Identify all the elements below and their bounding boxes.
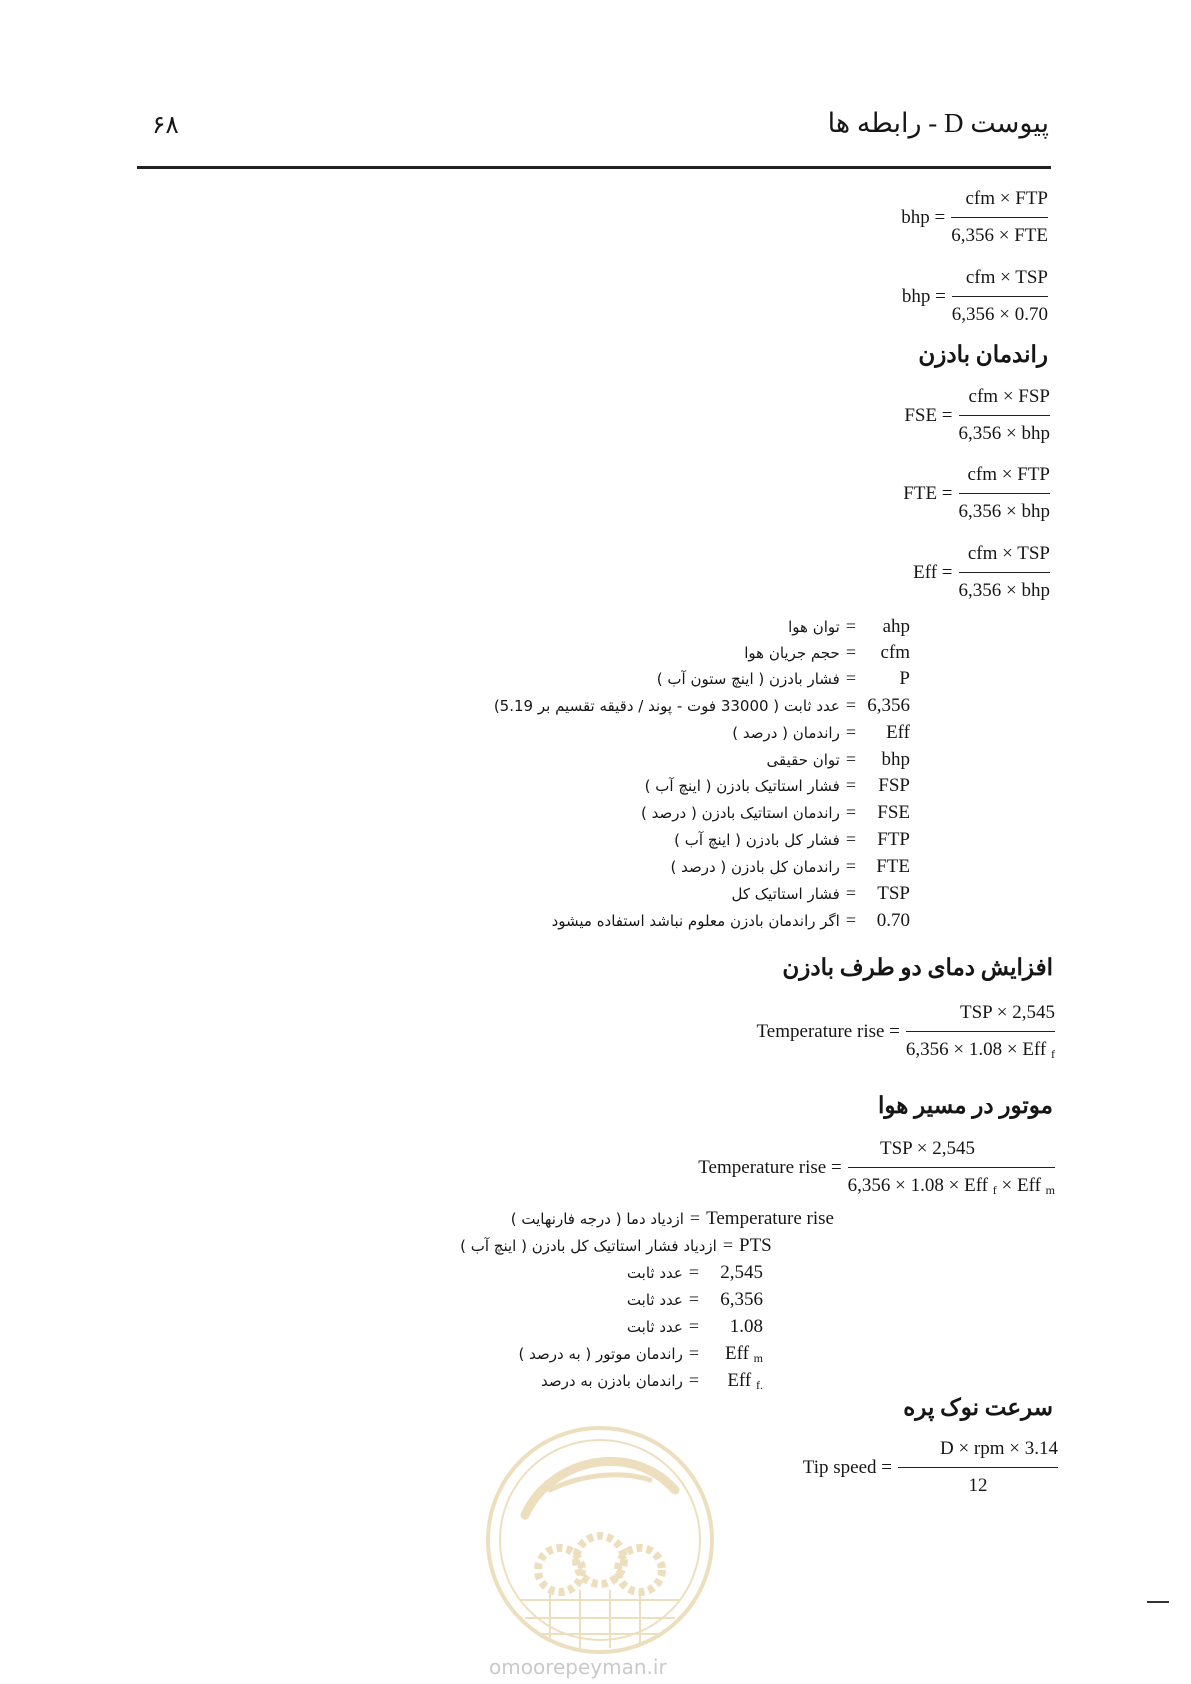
definition-row: فشار استاتیک بادزن ( اینچ آب ) = FSP	[644, 775, 910, 796]
definition-symbol: FTP	[877, 829, 910, 850]
bhp-formula-2	[902, 265, 1048, 328]
fraction-bar	[959, 493, 1050, 494]
definition-text: فشار استاتیک بادزن ( اینچ آب )	[644, 777, 840, 795]
definition-symbol: bhp	[881, 749, 910, 770]
formula-lhs: Temperature rise =	[756, 1021, 900, 1042]
definition-text: فشار استاتیک کل	[731, 885, 840, 903]
fraction-bar	[951, 217, 1048, 218]
formula-numerator: cfm × FTP	[965, 188, 1048, 209]
definition-symbol: 6,356	[720, 1289, 763, 1310]
header-rule	[137, 166, 1051, 169]
definition-text: عدد ثابت	[626, 1291, 683, 1309]
formula-lhs: Tip speed =	[802, 1456, 892, 1478]
definition-row: فشار کل بادزن ( اینچ آب ) = FTP	[674, 829, 910, 850]
definition-text: اگر راندمان بادزن معلوم نباشد استفاده میشود	[551, 912, 840, 930]
definition-symbol: PTS	[739, 1235, 772, 1256]
definition-symbol: 6,356	[867, 695, 910, 716]
fraction-bar	[952, 296, 1048, 297]
temp-rise-formula	[757, 1000, 1055, 1064]
definition-row: ازدیاد فشار استاتیک کل بادزن ( اینچ آب ) = PTS	[0, 1235, 834, 1257]
formula-denominator: 12	[968, 1475, 988, 1496]
formula-denominator: 6,356 × bhp	[958, 423, 1050, 444]
formula-lhs: Eff =	[913, 561, 953, 583]
fraction-bar	[898, 1467, 1058, 1468]
definition-symbol: 2,545	[720, 1262, 763, 1283]
watermark-seal	[480, 1420, 720, 1660]
definition-text: ازدیاد فشار استاتیک کل بادزن ( اینچ آب )	[460, 1237, 717, 1255]
formula-denominator: 6,356 × 1.08 × Eff $_f$ × Eff $_m$	[847, 1175, 1055, 1197]
motor-temp-rise-formula	[698, 1136, 1055, 1200]
definition-symbol: Eff	[886, 722, 910, 743]
definition-symbol: FTE	[876, 856, 910, 877]
fraction-bar	[959, 415, 1050, 416]
definition-row: حجم جریان هوا = cfm	[744, 642, 910, 663]
definition-row: عدد ثابت = 2,545	[626, 1262, 763, 1283]
tip-speed-heading: سرعت نوک پره	[903, 1395, 1053, 1420]
formula-numerator: cfm × TSP	[965, 267, 1048, 288]
temp-rise-heading: افزایش دمای دو طرف بادزن	[782, 955, 1053, 980]
definition-symbol: FSE	[877, 802, 910, 823]
fte-formula	[903, 462, 1050, 525]
formula-numerator: TSP × 2,545	[880, 1138, 975, 1159]
formula-lhs: bhp =	[901, 285, 946, 307]
definition-row: اگر راندمان بادزن معلوم نباشد استفاده میشود = 0.70	[551, 910, 910, 931]
definition-text: حجم جریان هوا	[744, 644, 840, 662]
fse-formula	[904, 384, 1050, 447]
definition-symbol: TSP	[877, 883, 910, 904]
definition-row: فشار بادزن ( اینچ ستون آب ) = P	[656, 668, 910, 689]
definition-text: فشار بادزن ( اینچ ستون آب )	[656, 670, 840, 688]
definition-row: عدد ثابت = 1.08	[626, 1316, 763, 1337]
definition-row: فشار استاتیک کل = TSP	[731, 883, 910, 904]
fraction-bar	[848, 1167, 1055, 1168]
definition-symbol: 1.08	[729, 1316, 763, 1337]
formula-numerator: cfm × FSP	[968, 386, 1050, 407]
formula-lhs: FTE =	[903, 482, 953, 504]
definition-text: راندمان موتور ( به درصد )	[518, 1345, 683, 1363]
definition-row: توان هوا = ahp	[788, 616, 910, 637]
bhp-formula-1	[901, 186, 1048, 249]
definition-row: راندمان استاتیک بادزن ( درصد ) = FSE	[641, 802, 910, 823]
definition-text: راندمان بادزن به درصد	[541, 1372, 683, 1390]
definition-text: راندمان ( درصد )	[732, 724, 840, 742]
formula-denominator: 6,356 × 1.08 × Eff $_f$	[905, 1039, 1055, 1061]
definition-symbol: P	[899, 668, 910, 689]
definition-text: ازدیاد دما ( درجه فارنهایت )	[510, 1210, 684, 1228]
definition-row: راندمان موتور ( به درصد ) = Eff $_m$	[518, 1343, 763, 1365]
formula-lhs: Temperature rise =	[698, 1157, 842, 1178]
margin-mark	[1147, 1601, 1169, 1603]
definition-text: توان هوا	[788, 618, 840, 636]
definition-symbol: 0.70	[876, 910, 910, 931]
definition-text: راندمان کل بادزن ( درصد )	[670, 858, 840, 876]
definition-symbol: Eff $_{f.}$	[727, 1370, 763, 1392]
page-title: پیوست D - رابطه ها	[827, 108, 1049, 138]
formula-denominator: 6,356 × bhp	[958, 501, 1050, 522]
definition-row: راندمان بادزن به درصد = Eff $_{f.}$	[541, 1370, 763, 1392]
tip-speed-formula	[803, 1436, 1058, 1499]
efficiency-heading: راندمان بادزن	[918, 342, 1048, 367]
definition-row: راندمان ( درصد ) = Eff	[732, 722, 910, 743]
definition-text: عدد ثابت ( 33000 فوت - پوند / دقیقه تقسیم بر 5.19)	[493, 697, 840, 715]
definition-text: راندمان استاتیک بادزن ( درصد )	[641, 804, 840, 822]
definition-row: راندمان کل بادزن ( درصد ) = FTE	[670, 856, 910, 877]
definition-symbol: FSP	[878, 775, 910, 796]
definition-symbol: Temperature rise	[706, 1208, 834, 1229]
definition-row: عدد ثابت ( 33000 فوت - پوند / دقیقه تقسیم بر 5.19) = 6,356	[493, 695, 910, 716]
definition-row: عدد ثابت = 6,356	[626, 1289, 763, 1310]
formula-lhs: FSE =	[904, 404, 953, 426]
formula-numerator: cfm × FTP	[967, 464, 1050, 485]
definition-symbol: ahp	[882, 616, 910, 637]
formula-denominator: 6,356 × FTE	[951, 225, 1048, 246]
definition-row: ازدیاد دما ( درجه فارنهایت ) = Temperature rise	[510, 1208, 834, 1229]
fraction-bar	[959, 572, 1050, 573]
definition-text: فشار کل بادزن ( اینچ آب )	[674, 831, 840, 849]
definition-symbol: cfm	[880, 642, 910, 663]
definition-text: عدد ثابت	[626, 1264, 683, 1282]
definition-symbol: Eff $_m$	[724, 1343, 763, 1365]
definition-text: عدد ثابت	[626, 1318, 683, 1336]
formula-denominator: 6,356 × bhp	[958, 580, 1050, 601]
page-number: ۶۸	[152, 112, 179, 139]
formula-numerator: TSP × 2,545	[960, 1002, 1055, 1023]
formula-lhs: bhp =	[901, 206, 946, 228]
formula-denominator: 6,356 × 0.70	[951, 304, 1048, 325]
eff-formula	[913, 541, 1050, 604]
formula-numerator: D × rpm × 3.14	[939, 1438, 1058, 1459]
watermark-url: omoorepeyman.ir	[489, 1655, 667, 1679]
fraction-bar	[906, 1031, 1055, 1032]
formula-numerator: cfm × TSP	[967, 543, 1050, 564]
definition-row: توان حقیقی = bhp	[766, 749, 910, 770]
definition-text: توان حقیقی	[766, 751, 840, 769]
motor-heading: موتور در مسیر هوا	[877, 1093, 1053, 1118]
